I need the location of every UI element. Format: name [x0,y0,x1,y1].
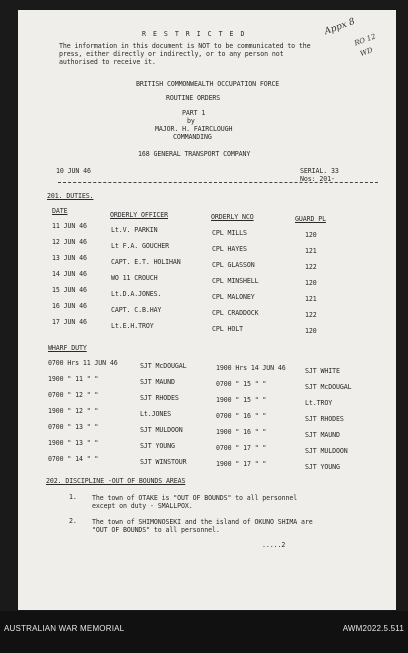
wharf-name: SJT MAUND [305,431,340,439]
row-date: 14 JUN 46 [52,270,87,278]
wharf-name: SJT McDOUGAL [140,362,187,370]
row-date: 15 JUN 46 [52,286,87,294]
archive-footer [0,611,408,653]
part-title: PART 1 [182,109,206,117]
row-date: 16 JUN 46 [52,302,87,310]
col-header-guard: GUARD PL [295,215,326,223]
row-nco: CPL MINSHELL [212,277,259,285]
company-title: 168 GENERAL TRANSPORT COMPANY [138,150,251,158]
archive-reference: AWM2022.5.511 [342,624,404,633]
order-date: 10 JUN 46 [56,167,91,175]
col-header-nco: ORDERLY NCO [211,213,254,221]
bounds-item-2-line-1: The town of SHIMONOSEKI and the island of OKUNO SHIMA are [92,518,313,526]
row-officer: Lt F.A. GOUCHER [111,242,170,250]
continuation-marker: .....2 [262,541,286,549]
wharf-time: 1900 " 15 " " [216,396,267,404]
wharf-name: SJT MULDOON [140,426,183,434]
officer-name: MAJOR. H. FAIRCLOUGH [155,125,233,133]
notice-line-1: The information in this document is NOT to be communicated to the [59,42,311,50]
wharf-time: 1900 " 17 " " [216,460,267,468]
wharf-name: SJT MAUND [140,378,175,386]
document-page [18,10,396,610]
row-officer: Lt.D.A.JONES. [111,290,162,298]
wharf-name: SJT MULDOON [305,447,348,455]
wharf-time: 1900 Hrs 14 JUN 46 [216,364,286,372]
wharf-time: 1900 " 13 " " [48,439,99,447]
wharf-time: 0700 " 17 " " [216,444,267,452]
row-date: 17 JUN 46 [52,318,87,326]
classification: R E S T R I C T E D [142,30,246,38]
wharf-time: 1900 " 16 " " [216,428,267,436]
row-guard: 120 [305,327,317,335]
wharf-time: 1900 " 11 " " [48,375,99,383]
row-nco: CPL HOLT [212,325,243,333]
row-officer: CAPT. E.T. HOLIHAN [111,258,181,266]
wharf-time: 0700 " 13 " " [48,423,99,431]
row-guard: 122 [305,263,317,271]
order-numbers: Nos: 201- [300,175,335,183]
wharf-time: 0700 " 14 " " [48,455,99,463]
by-line: by [187,117,195,125]
row-guard: 120 [305,231,317,239]
separator-line [58,182,378,183]
wharf-time: 0700 " 15 " " [216,380,267,388]
row-guard: 120 [305,279,317,287]
row-nco: CPL GLASSON [212,261,255,269]
bounds-heading: 202. DISCIPLINE -OUT OF BOUNDS AREAS [46,477,186,485]
wharf-name: SJT RHODES [140,394,179,402]
wharf-time: 0700 Hrs 11 JUN 46 [48,359,118,367]
row-date: 12 JUN 46 [52,238,87,246]
wharf-heading: WHARF DUTY [48,344,87,352]
wharf-name: SJT RHODES [305,415,344,423]
wharf-name: SJT WINSTOUR [140,458,187,466]
row-officer: Lt.E.H.TROY [111,322,154,330]
archive-name: AUSTRALIAN WAR MEMORIAL [4,624,125,633]
row-nco: CPL CRADDOCK [212,309,259,317]
wharf-name: Lt.JONES [140,410,171,418]
wharf-name: SJT YOUNG [305,463,340,471]
col-header-officer: ORDERLY OFFICER [110,211,169,219]
col-header-date: DATE [52,207,68,215]
row-officer: WO 11 CROUCH [111,274,158,282]
row-officer: CAPT. C.B.HAY [111,306,162,314]
force-title: BRITISH COMMONWEALTH OCCUPATION FORCE [136,80,280,88]
handwritten-note-2: RO 12 [353,32,377,48]
wharf-name: SJT McDOUGAL [305,383,352,391]
handwritten-note-3: WD [359,46,374,58]
row-date: 13 JUN 46 [52,254,87,262]
bounds-item-2-line-2: "OUT OF BOUNDS" to all personnel. [92,526,220,534]
row-officer: Lt.V. PARKIN [111,226,158,234]
bounds-item-1-number: 1. [69,493,77,501]
row-nco: CPL MALONEY [212,293,255,301]
row-guard: 121 [305,247,317,255]
notice-line-3: authorised to receive it. [59,58,156,66]
bounds-item-1-line-2: except on duty - SMALLPOX. [92,502,193,510]
duties-heading: 201. DUTIES. [47,192,94,200]
row-nco: CPL MILLS [212,229,247,237]
orders-title: ROUTINE ORDERS [166,94,221,102]
serial-number: SERIAL. 33 [300,167,339,175]
wharf-time: 1900 " 12 " " [48,407,99,415]
commanding-line: COMMANDING [173,133,212,141]
wharf-name: SJT YOUNG [140,442,175,450]
bounds-item-2-number: 2. [69,517,77,525]
row-nco: CPL HAYES [212,245,247,253]
row-date: 11 JUN 46 [52,222,87,230]
row-guard: 121 [305,295,317,303]
wharf-time: 0700 " 16 " " [216,412,267,420]
wharf-time: 0700 " 12 " " [48,391,99,399]
bounds-item-1-line-1: The town of OTAKE is "OUT OF BOUNDS" to all personnel [92,494,298,502]
wharf-name: Lt.TROY [305,399,333,407]
wharf-name: SJT WHITE [305,367,340,375]
handwritten-note-1: Appx 8 [323,16,357,38]
notice-line-2: press, either directly or indirectly, or to any person not [59,50,284,58]
row-guard: 122 [305,311,317,319]
